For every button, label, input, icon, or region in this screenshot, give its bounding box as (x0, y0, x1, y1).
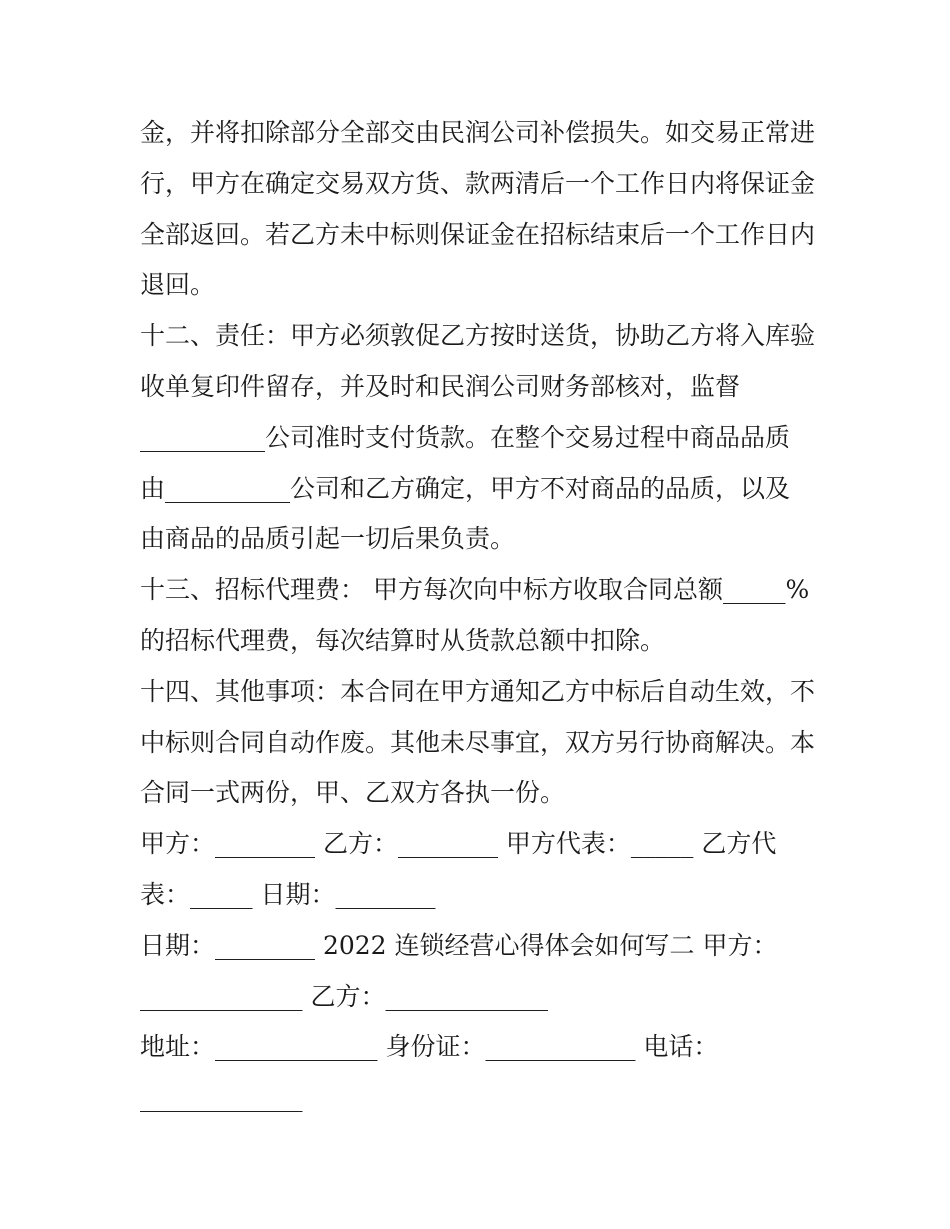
date-title-line: 日期：________ 2022 连锁经营心得体会如何写二 甲方： (140, 930, 778, 960)
text-line: 行，甲方在确定交易双方货、款两清后一个工作日内将保证金 (140, 168, 816, 198)
document-body (140, 108, 820, 1124)
text-line: 中标则合同自动作废。其他未尽事宜，双方另行协商解决。本 (140, 727, 816, 757)
clause-12-line: 十二、责任：甲方必须敦促乙方按时送货，协助乙方将入库验 (140, 321, 816, 351)
text-line: 收单复印件留存，并及时和民润公司财务部核对，监督 (140, 371, 741, 401)
text-line: __________公司准时支付货款。在整个交易过程中商品品质 (140, 422, 791, 452)
signature-line: 表：_____ 日期：________ (140, 879, 436, 909)
clause-14-line: 十四、其他事项：本合同在甲方通知乙方中标后自动生效，不 (140, 676, 816, 706)
text-line: 全部返回。若乙方未中标则保证金在招标结束后一个工作日内 (140, 219, 816, 249)
address-line: 地址：_____________ 身份证：____________ 电话： (140, 1032, 719, 1062)
phone-blank-line: _____________ (140, 1083, 303, 1113)
clause-13-line: 十三、招标代理费： 甲方每次向中标方收取合同总额_____% (140, 575, 810, 605)
text-line: 由商品的品质引起一切后果负责。 (140, 524, 516, 554)
text-line: 的招标代理费，每次结算时从货款总额中扣除。 (140, 625, 666, 655)
signature-line: 甲方：________ 乙方：________ 甲方代表：_____ 乙方代 (140, 829, 777, 859)
text-line: 金，并将扣除部分全部交由民润公司补偿损失。如交易正常进 (140, 118, 816, 147)
party-line: _____________ 乙方：_____________ (140, 981, 548, 1011)
text-line: 由__________公司和乙方确定，甲方不对商品的品质，以及 (140, 473, 791, 503)
text-line: 合同一式两份，甲、乙双方各执一份。 (140, 778, 566, 808)
text-line: 退回。 (140, 270, 216, 300)
